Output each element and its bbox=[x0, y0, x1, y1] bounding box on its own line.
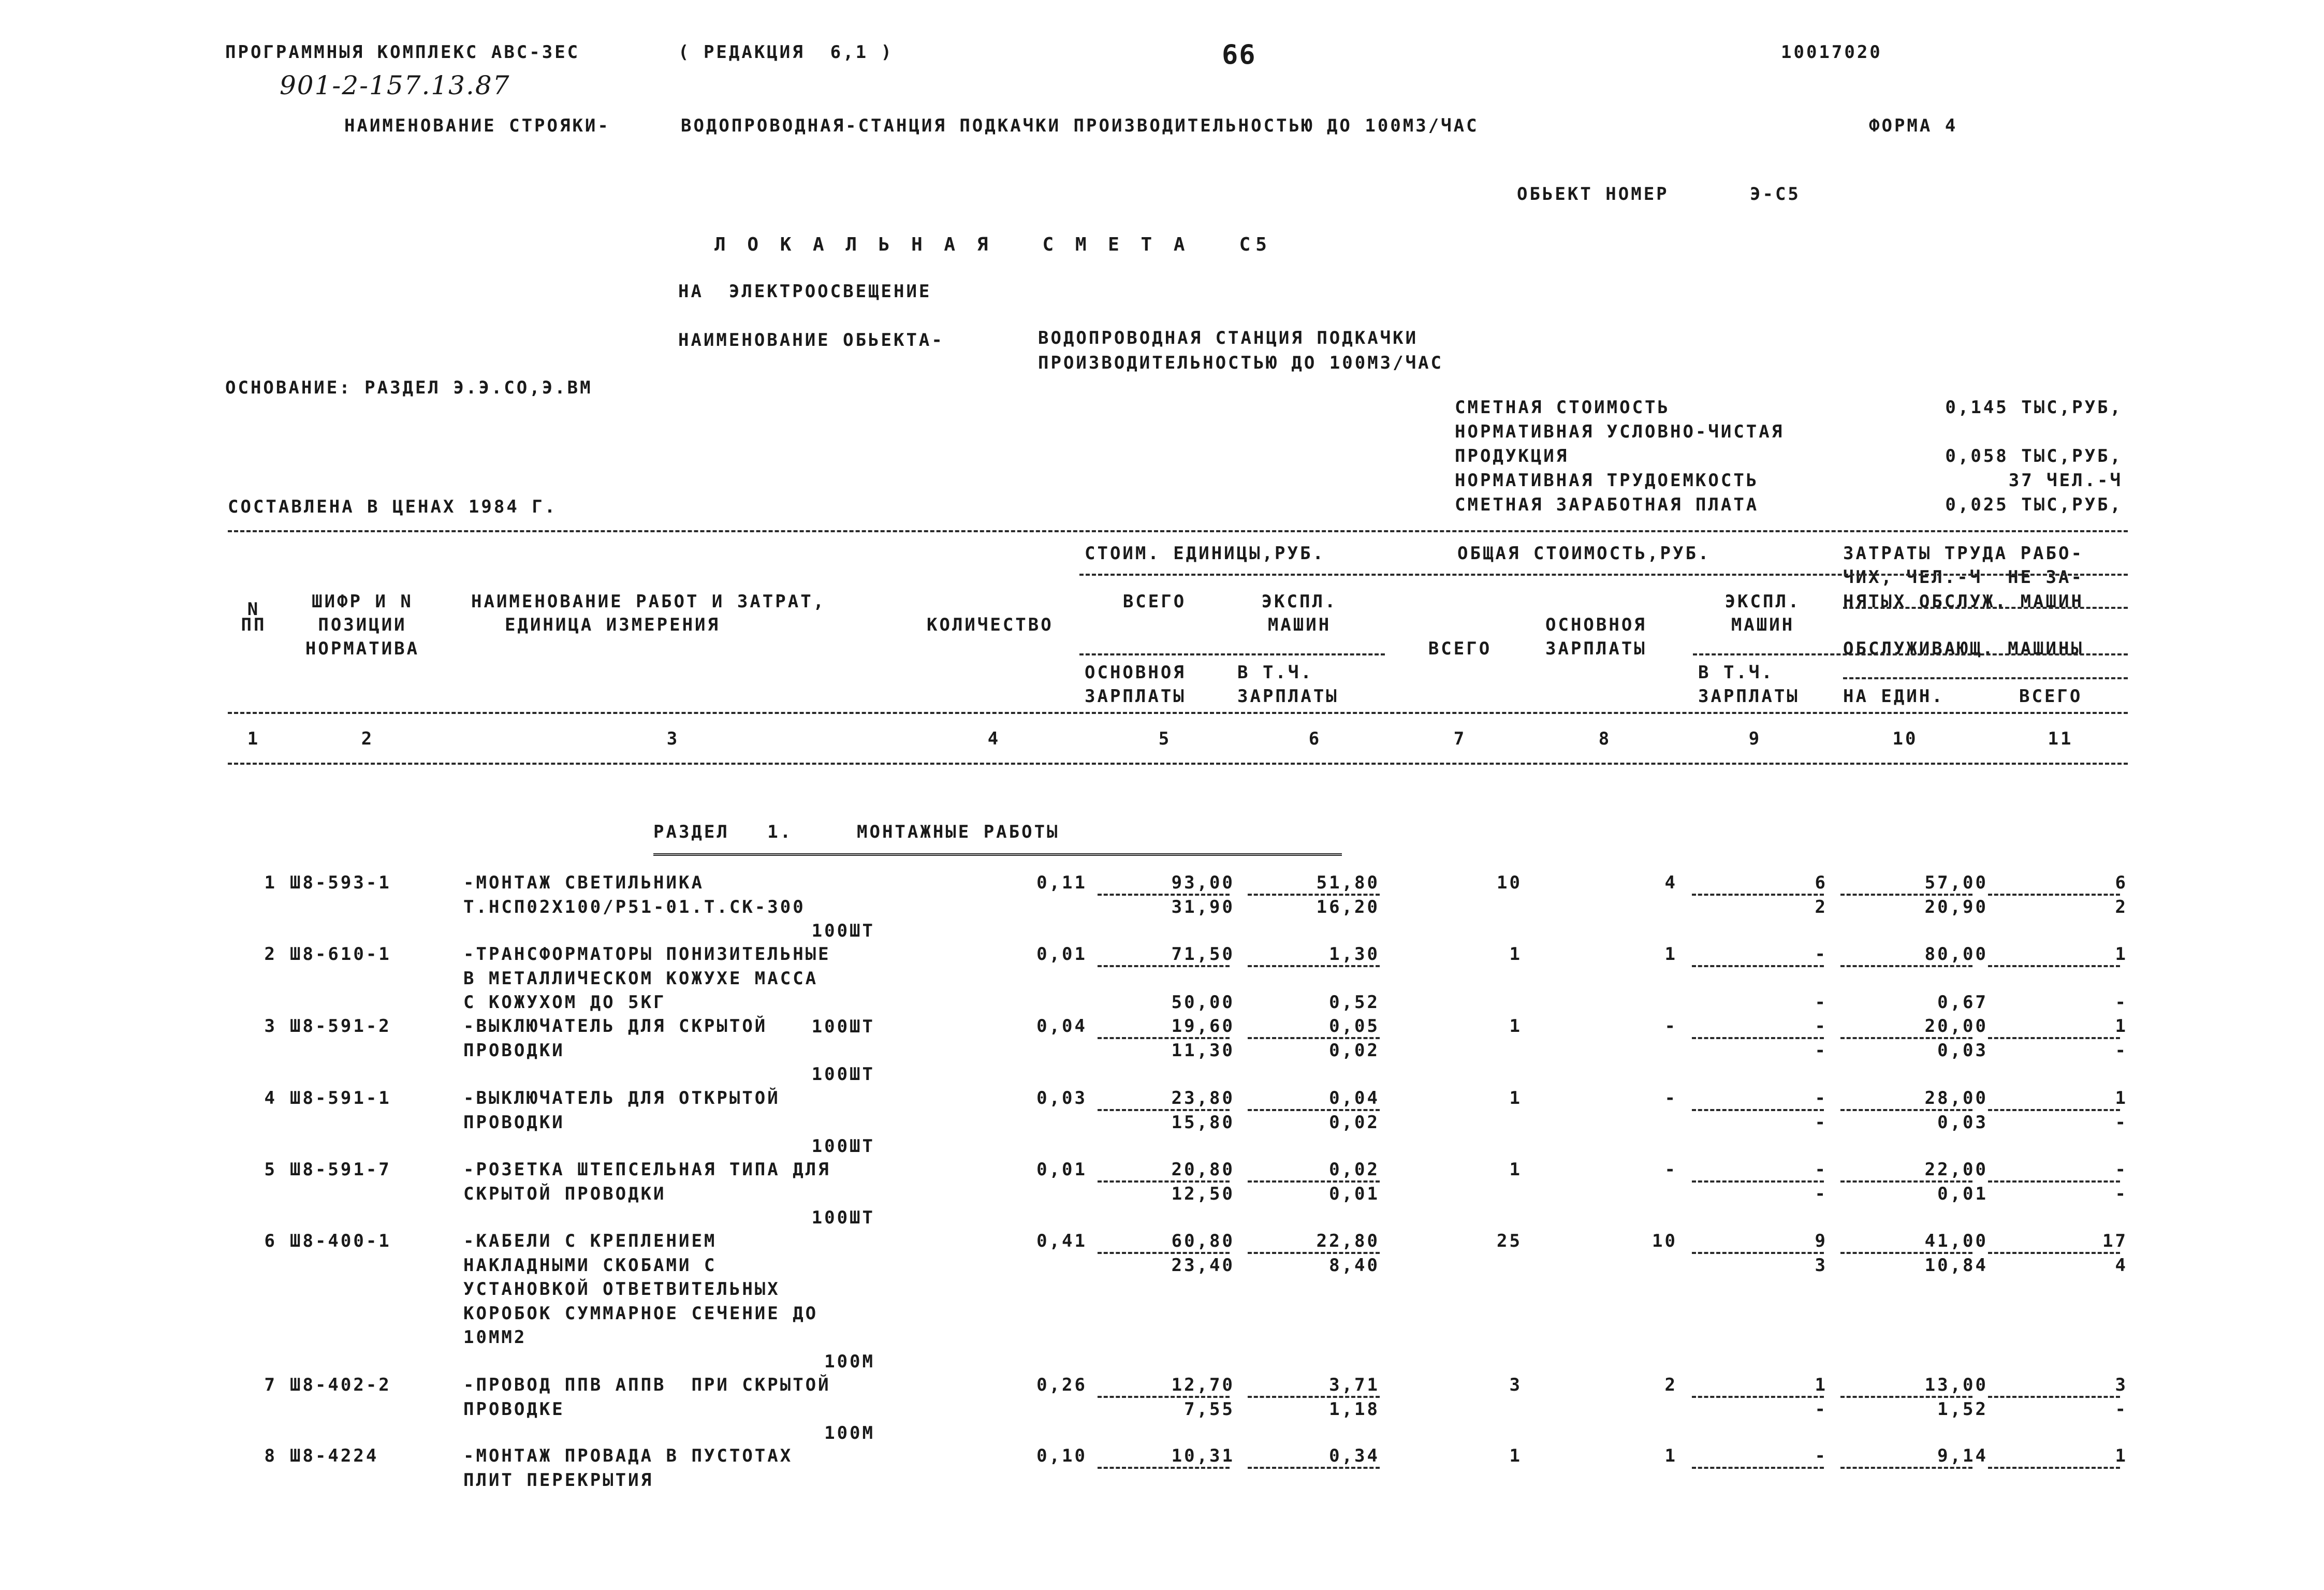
section-underline bbox=[653, 853, 1342, 857]
unit-cost-group-label: СТОИМ. ЕДИНИЦЫ,РУБ. bbox=[1085, 543, 1325, 564]
summary-label: НОРМАТИВНАЯ ТРУДОЕМКОСТЬ bbox=[1455, 470, 1759, 491]
row-unit: 100ШТ bbox=[811, 1064, 875, 1085]
row-dash-separator bbox=[1692, 1109, 1824, 1111]
row-labor-machine-per-unit: 1,52 bbox=[1937, 1398, 1988, 1420]
row-total-wage: 10 bbox=[1652, 1231, 1677, 1251]
row-name: ПЛИТ ПЕРЕКРЫТИЯ bbox=[463, 1469, 654, 1491]
col5-label: ЗАРПЛАТЫ bbox=[1085, 686, 1186, 707]
row-total: 1 bbox=[1509, 1446, 1522, 1466]
row-machine-cost: 1,30 bbox=[1329, 944, 1380, 965]
row-total-machine: 9 bbox=[1815, 1231, 1828, 1251]
row-name: ПРОВОДКИ bbox=[463, 1040, 565, 1061]
row-dash-separator bbox=[1988, 1037, 2120, 1039]
row-total-wage: - bbox=[1664, 1016, 1677, 1037]
price-basis: СОСТАВЛЕНА В ЦЕНАХ 1984 Г. bbox=[228, 497, 558, 517]
row-number: 6 bbox=[264, 1231, 277, 1251]
labor-group-label: НЯТЫХ ОБСЛУЖ. МАШИН bbox=[1843, 591, 2084, 612]
row-dash-separator bbox=[1692, 1396, 1824, 1398]
object-name-line-1: ВОДОПРОВОДНАЯ СТАНЦИЯ ПОДКАЧКИ bbox=[1038, 328, 1419, 348]
summary-value: 0,025 ТЫС,РУБ, bbox=[1945, 494, 2123, 515]
row-quantity: 0,01 bbox=[1036, 944, 1087, 965]
row-quantity: 0,26 bbox=[1036, 1375, 1087, 1395]
row-machine-wage: 0,01 bbox=[1329, 1183, 1380, 1204]
col9-label: ЭКСПЛ. bbox=[1724, 591, 1801, 612]
row-quantity: 0,03 bbox=[1036, 1088, 1087, 1108]
summary-value: 0,058 ТЫС,РУБ, bbox=[1945, 446, 2123, 466]
row-labor-machine-total: - bbox=[2115, 1398, 2128, 1420]
row-dash-separator bbox=[1692, 894, 1824, 896]
row-code: Ш8-591-2 bbox=[290, 1016, 391, 1037]
row-dash-separator bbox=[1248, 1252, 1380, 1254]
col-quantity-label: КОЛИЧЕСТВО bbox=[927, 615, 1054, 635]
header-separator bbox=[1843, 607, 2128, 609]
row-labor-per-unit: 57,00 bbox=[1924, 872, 1988, 893]
row-labor-per-unit: 13,00 bbox=[1924, 1375, 1988, 1395]
page-number: 66 bbox=[1222, 39, 1256, 70]
row-labor-total: 6 bbox=[2115, 872, 2128, 893]
row-quantity: 0,01 bbox=[1036, 1159, 1087, 1180]
summary-value: 37 ЧЕЛ.-Ч bbox=[2008, 470, 2123, 491]
column-number: 3 bbox=[666, 728, 680, 749]
row-total-wage: - bbox=[1664, 1159, 1677, 1180]
col8-label: ЗАРПЛАТЫ bbox=[1545, 638, 1647, 659]
row-unit: 100М bbox=[824, 1423, 875, 1443]
basis: ОСНОВАНИЕ: РАЗДЕЛ Э.Э.СО,Э.ВМ bbox=[225, 377, 593, 398]
row-dash-separator bbox=[1248, 965, 1380, 967]
row-number: 1 bbox=[264, 872, 277, 893]
row-total-machine: - bbox=[1815, 1016, 1828, 1037]
row-unit-cost: 60,80 bbox=[1171, 1231, 1235, 1251]
section-name: МОНТАЖНЫЕ РАБОТЫ bbox=[857, 822, 1060, 842]
row-dash-separator bbox=[1248, 1109, 1380, 1111]
row-labor-total: 1 bbox=[2115, 1446, 2128, 1466]
row-total: 10 bbox=[1497, 872, 1522, 893]
row-unit-wage: 50,00 bbox=[1171, 992, 1235, 1013]
row-machine-cost: 51,80 bbox=[1316, 872, 1380, 893]
row-unit-wage: 15,80 bbox=[1171, 1112, 1235, 1133]
row-dash-separator bbox=[1840, 1252, 1972, 1254]
row-total: 3 bbox=[1509, 1375, 1522, 1395]
row-unit-wage: 11,30 bbox=[1171, 1040, 1235, 1061]
header-separator bbox=[1079, 574, 2128, 576]
row-total-wage: 1 bbox=[1664, 1446, 1677, 1466]
row-dash-separator bbox=[1840, 1467, 1972, 1469]
row-total: 25 bbox=[1497, 1231, 1522, 1251]
row-unit-cost: 93,00 bbox=[1171, 872, 1235, 893]
row-total-machine-wage: - bbox=[1815, 1040, 1828, 1061]
row-code: Ш8-402-2 bbox=[290, 1375, 391, 1395]
col-code-label: ШИФР И N bbox=[312, 591, 413, 612]
col9-label: МАШИН bbox=[1731, 615, 1795, 635]
column-number: 7 bbox=[1453, 728, 1467, 749]
form-label: ФОРМА 4 bbox=[1869, 115, 1958, 136]
col9-label: ЗАРПЛАТЫ bbox=[1698, 686, 1800, 707]
col6-label: ЭКСПЛ. bbox=[1261, 591, 1338, 612]
row-total-machine-wage: - bbox=[1815, 1398, 1828, 1420]
row-dash-separator bbox=[1248, 894, 1380, 896]
row-labor-machine-total: - bbox=[2115, 1040, 2128, 1061]
row-dash-separator bbox=[1988, 1396, 2120, 1398]
object-number: Э-С5 bbox=[1750, 184, 1801, 205]
col7-label: ВСЕГО bbox=[1428, 638, 1492, 659]
row-number: 2 bbox=[264, 944, 277, 965]
row-total-machine-wage: 3 bbox=[1815, 1255, 1828, 1276]
row-labor-per-unit: 41,00 bbox=[1924, 1231, 1988, 1251]
row-name: -МОНТАЖ СВЕТИЛЬНИКА bbox=[463, 872, 704, 893]
row-labor-machine-total: - bbox=[2115, 992, 2128, 1013]
row-labor-per-unit: 22,00 bbox=[1924, 1159, 1988, 1180]
col5-label: ВСЕГО bbox=[1122, 591, 1187, 612]
row-unit: 100ШТ bbox=[811, 1207, 875, 1228]
row-machine-wage: 0,02 bbox=[1329, 1112, 1380, 1133]
row-name: УСТАНОВКОЙ ОТВЕТВИТЕЛЬНЫХ bbox=[463, 1279, 780, 1300]
column-number: 8 bbox=[1598, 728, 1612, 749]
summary-label: ПРОДУКЦИЯ bbox=[1455, 446, 1569, 466]
column-number: 4 bbox=[987, 728, 1001, 749]
row-dash-separator bbox=[1248, 1037, 1380, 1039]
row-number: 7 bbox=[264, 1375, 277, 1395]
col10-label: НА ЕДИН. bbox=[1843, 686, 1945, 707]
col5-label: ОСНОВНОЯ bbox=[1085, 662, 1186, 683]
object-name-line-2: ПРОИЗВОДИТЕЛЬНОСТЬЮ ДО 100М3/ЧАС bbox=[1038, 353, 1444, 373]
row-labor-total: 1 bbox=[2115, 1016, 2128, 1037]
row-unit-cost: 19,60 bbox=[1171, 1016, 1235, 1037]
col8-label: ОСНОВНОЯ bbox=[1545, 615, 1647, 635]
row-dash-separator bbox=[1248, 1180, 1380, 1183]
row-dash-separator bbox=[1098, 1252, 1230, 1254]
row-total-machine: 1 bbox=[1815, 1375, 1828, 1395]
row-total-wage: 4 bbox=[1664, 872, 1677, 893]
summary-label: НОРМАТИВНАЯ УСЛОВНО-ЧИСТАЯ bbox=[1455, 421, 1785, 442]
row-labor-machine-total: - bbox=[2115, 1112, 2128, 1133]
row-machine-wage: 16,20 bbox=[1316, 896, 1380, 917]
row-labor-machine-total: 4 bbox=[2115, 1255, 2128, 1276]
row-total: 1 bbox=[1509, 1016, 1522, 1037]
row-dash-separator bbox=[1248, 1467, 1380, 1469]
row-unit: 100ШТ bbox=[811, 1136, 875, 1157]
row-name: -ВЫКЛЮЧАТЕЛЬ ДЛЯ СКРЫТОЙ bbox=[463, 1016, 768, 1037]
row-machine-cost: 0,34 bbox=[1329, 1446, 1380, 1466]
row-unit-cost: 12,70 bbox=[1171, 1375, 1235, 1395]
row-number: 8 bbox=[264, 1446, 277, 1466]
row-dash-separator bbox=[1692, 1037, 1824, 1039]
column-number: 9 bbox=[1748, 728, 1762, 749]
row-quantity: 0,10 bbox=[1036, 1446, 1087, 1466]
column-number: 2 bbox=[361, 728, 374, 749]
row-unit: 100ШТ bbox=[811, 1016, 875, 1037]
row-number: 4 bbox=[264, 1088, 277, 1108]
row-name: СКРЫТОЙ ПРОВОДКИ bbox=[463, 1183, 666, 1204]
handwritten-project-number: 901-2-157.13.87 bbox=[280, 70, 510, 100]
header-separator bbox=[1079, 653, 1385, 655]
summary-value: 0,145 ТЫС,РУБ, bbox=[1945, 397, 2123, 418]
row-unit-wage: 7,55 bbox=[1184, 1398, 1235, 1420]
row-code: Ш8-400-1 bbox=[290, 1231, 391, 1251]
row-name: -ПРОВОД ППВ АППВ ПРИ СКРЫТОЙ bbox=[463, 1375, 831, 1395]
row-labor-total: - bbox=[2115, 1159, 2128, 1180]
row-dash-separator bbox=[1988, 1109, 2120, 1111]
document-code: 10017020 bbox=[1781, 42, 1882, 63]
row-total-machine-wage: - bbox=[1815, 1112, 1828, 1133]
object-label: ОБЬЕКТ НОМЕР bbox=[1517, 184, 1669, 205]
row-labor-machine-per-unit: 10,84 bbox=[1924, 1255, 1988, 1276]
row-labor-machine-per-unit: 0,03 bbox=[1937, 1040, 1988, 1061]
row-dash-separator bbox=[1248, 1396, 1380, 1398]
header-separator bbox=[1693, 653, 2128, 655]
row-dash-separator bbox=[1840, 1037, 1972, 1039]
row-dash-separator bbox=[1840, 1109, 1972, 1111]
page-title: Л О К А Л Ь Н А Я С М Е Т А С5 bbox=[714, 234, 1272, 255]
col9-label: В Т.Ч. bbox=[1698, 662, 1774, 683]
row-total-machine: 6 bbox=[1815, 872, 1828, 893]
col11-label: ВСЕГО bbox=[2019, 686, 2083, 707]
col6-label: МАШИН bbox=[1267, 615, 1332, 635]
row-name: -РОЗЕТКА ШТЕПСЕЛЬНАЯ ТИПА ДЛЯ bbox=[463, 1159, 831, 1180]
row-quantity: 0,04 bbox=[1036, 1016, 1087, 1037]
row-name: -ТРАНСФОРМАТОРЫ ПОНИЗИТЕЛЬНЫЕ bbox=[463, 944, 831, 965]
row-name: ПРОВОДКЕ bbox=[463, 1398, 565, 1420]
col6-label: ЗАРПЛАТЫ bbox=[1237, 686, 1339, 707]
row-name: В МЕТАЛЛИЧЕСКОМ КОЖУХЕ МАССА bbox=[463, 968, 818, 989]
row-total: 1 bbox=[1509, 1088, 1522, 1108]
row-name: КОРОБОК СУММАРНОЕ СЕЧЕНИЕ ДО bbox=[463, 1303, 818, 1324]
row-labor-total: 3 bbox=[2115, 1375, 2128, 1395]
row-machine-cost: 22,80 bbox=[1316, 1231, 1380, 1251]
row-dash-separator bbox=[1098, 965, 1230, 967]
row-labor-machine-total: - bbox=[2115, 1183, 2128, 1204]
row-total-machine: - bbox=[1815, 944, 1828, 965]
row-dash-separator bbox=[1692, 965, 1824, 967]
row-dash-separator bbox=[1988, 965, 2120, 967]
row-dash-separator bbox=[1692, 1467, 1824, 1469]
col6-label: В Т.Ч. bbox=[1237, 662, 1313, 683]
row-code: Ш8-610-1 bbox=[290, 944, 391, 965]
row-name: ПРОВОДКИ bbox=[463, 1112, 565, 1133]
program-name: ПРОГРАММНЫЯ КОМПЛЕКС АВС-ЗЕС bbox=[225, 42, 580, 63]
row-total-machine-wage: 2 bbox=[1815, 896, 1828, 917]
row-unit-cost: 23,80 bbox=[1171, 1088, 1235, 1108]
row-total-machine-wage: - bbox=[1815, 992, 1828, 1013]
row-labor-machine-per-unit: 0,01 bbox=[1937, 1183, 1988, 1204]
row-dash-separator bbox=[1840, 1396, 1972, 1398]
row-total-machine: - bbox=[1815, 1446, 1828, 1466]
row-code: Ш8-591-7 bbox=[290, 1159, 391, 1180]
row-number: 3 bbox=[264, 1016, 277, 1037]
row-labor-total: 17 bbox=[2102, 1231, 2128, 1251]
row-labor-machine-per-unit: 0,03 bbox=[1937, 1112, 1988, 1133]
row-dash-separator bbox=[1840, 1180, 1972, 1183]
row-name: -ВЫКЛЮЧАТЕЛЬ ДЛЯ ОТКРЫТОЙ bbox=[463, 1088, 780, 1108]
row-dash-separator bbox=[1098, 1467, 1230, 1469]
col-name-label: ЕДИНИЦА ИЗМЕРЕНИЯ bbox=[505, 615, 720, 635]
row-code: Ш8-4224 bbox=[290, 1446, 379, 1466]
edition: ( РЕДАКЦИЯ 6,1 ) bbox=[678, 42, 894, 63]
row-total-wage: - bbox=[1664, 1088, 1677, 1108]
column-number: 10 bbox=[1892, 728, 1918, 749]
construction-name: ВОДОПРОВОДНАЯ-СТАНЦИЯ ПОДКАЧКИ ПРОИЗВОДИТЕЛЬНОСТЬЮ ДО 100М3/ЧАС bbox=[681, 115, 1479, 136]
table-top-rule bbox=[228, 530, 2128, 532]
row-dash-separator bbox=[1098, 894, 1230, 896]
row-name: С КОЖУХОМ ДО 5КГ bbox=[463, 992, 666, 1013]
row-labor-total: 1 bbox=[2115, 944, 2128, 965]
row-dash-separator bbox=[1988, 1180, 2120, 1183]
section-label: РАЗДЕЛ 1. bbox=[653, 822, 793, 842]
row-labor-per-unit: 9,14 bbox=[1937, 1446, 1988, 1466]
construction-label: НАИМЕНОВАНИЕ СТРОЯКИ- bbox=[344, 115, 610, 136]
column-number: 1 bbox=[247, 728, 260, 749]
row-labor-per-unit: 20,00 bbox=[1924, 1016, 1988, 1037]
row-dash-separator bbox=[1840, 894, 1972, 896]
labor-group-label: ЗАТРАТЫ ТРУДА РАБО- bbox=[1843, 543, 2084, 564]
row-name: Т.НСП02Х100/Р51-01.Т.СК-300 bbox=[463, 896, 806, 917]
col-name-label: НАИМЕНОВАНИЕ РАБОТ И ЗАТРАТ, bbox=[471, 591, 826, 612]
row-labor-machine-per-unit: 0,67 bbox=[1937, 992, 1988, 1013]
row-unit-wage: 31,90 bbox=[1171, 896, 1235, 917]
row-unit-cost: 20,80 bbox=[1171, 1159, 1235, 1180]
col-number-label: ПП bbox=[241, 615, 267, 635]
col-code-label: НОРМАТИВА bbox=[305, 638, 420, 659]
row-labor-machine-total: 2 bbox=[2115, 896, 2128, 917]
row-code: Ш8-591-1 bbox=[290, 1088, 391, 1108]
row-name: -МОНТАЖ ПРОВАДА В ПУСТОТАХ bbox=[463, 1446, 793, 1466]
column-number: 6 bbox=[1308, 728, 1322, 749]
row-dash-separator bbox=[1098, 1396, 1230, 1398]
labor-group-label: ОБСЛУЖИВАЮЩ. МАШИНЫ bbox=[1843, 638, 2084, 659]
summary-label: СМЕТНАЯ СТОИМОСТЬ bbox=[1455, 397, 1670, 418]
row-machine-wage: 0,52 bbox=[1329, 992, 1380, 1013]
row-machine-cost: 0,02 bbox=[1329, 1159, 1380, 1180]
row-dash-separator bbox=[1098, 1037, 1230, 1039]
table-header-end-rule bbox=[228, 763, 2128, 765]
row-dash-separator bbox=[1988, 1252, 2120, 1254]
page-subtitle: НА ЭЛЕКТРООСВЕЩЕНИЕ bbox=[678, 281, 932, 302]
row-total-wage: 1 bbox=[1664, 944, 1677, 965]
row-dash-separator bbox=[1098, 1180, 1230, 1183]
col-number-label: N bbox=[247, 599, 260, 620]
row-labor-per-unit: 80,00 bbox=[1924, 944, 1988, 965]
row-total-machine-wage: - bbox=[1815, 1183, 1828, 1204]
row-labor-machine-per-unit: 20,90 bbox=[1924, 896, 1988, 917]
row-name: 10ММ2 bbox=[463, 1327, 527, 1348]
row-quantity: 0,41 bbox=[1036, 1231, 1087, 1251]
row-machine-wage: 8,40 bbox=[1329, 1255, 1380, 1276]
header-bottom-rule bbox=[228, 712, 2128, 714]
row-number: 5 bbox=[264, 1159, 277, 1180]
row-total-wage: 2 bbox=[1664, 1375, 1677, 1395]
row-total: 1 bbox=[1509, 944, 1522, 965]
row-dash-separator bbox=[1988, 1467, 2120, 1469]
row-dash-separator bbox=[1692, 1180, 1824, 1183]
header-separator bbox=[1843, 677, 2128, 679]
col-code-label: ПОЗИЦИИ bbox=[318, 615, 407, 635]
row-unit-wage: 12,50 bbox=[1171, 1183, 1235, 1204]
row-total-machine: - bbox=[1815, 1159, 1828, 1180]
row-name: НАКЛАДНЫМИ СКОБАМИ С bbox=[463, 1255, 717, 1276]
row-unit-wage: 23,40 bbox=[1171, 1255, 1235, 1276]
labor-group-label: ЧИХ, ЧЕЛ.-Ч НЕ ЗА- bbox=[1843, 567, 2084, 588]
row-dash-separator bbox=[1840, 965, 1972, 967]
row-machine-wage: 1,18 bbox=[1329, 1398, 1380, 1420]
row-unit: 100ШТ bbox=[811, 921, 875, 941]
row-machine-cost: 0,04 bbox=[1329, 1088, 1380, 1108]
row-total: 1 bbox=[1509, 1159, 1522, 1180]
row-dash-separator bbox=[1988, 894, 2120, 896]
column-number: 5 bbox=[1158, 728, 1172, 749]
row-quantity: 0,11 bbox=[1036, 872, 1087, 893]
row-labor-total: 1 bbox=[2115, 1088, 2128, 1108]
row-machine-wage: 0,02 bbox=[1329, 1040, 1380, 1061]
column-number: 11 bbox=[2048, 728, 2073, 749]
object-name-label: НАИМЕНОВАНИЕ ОБЬЕКТА- bbox=[678, 330, 944, 351]
row-machine-cost: 0,05 bbox=[1329, 1016, 1380, 1037]
row-dash-separator bbox=[1098, 1109, 1230, 1111]
row-dash-separator bbox=[1692, 1252, 1824, 1254]
row-machine-cost: 3,71 bbox=[1329, 1375, 1380, 1395]
row-unit-cost: 71,50 bbox=[1171, 944, 1235, 965]
total-cost-group-label: ОБЩАЯ СТОИМОСТЬ,РУБ. bbox=[1457, 543, 1711, 564]
row-code: Ш8-593-1 bbox=[290, 872, 391, 893]
row-unit-cost: 10,31 bbox=[1171, 1446, 1235, 1466]
row-name: -КАБЕЛИ С КРЕПЛЕНИЕМ bbox=[463, 1231, 717, 1251]
row-labor-per-unit: 28,00 bbox=[1924, 1088, 1988, 1108]
summary-label: СМЕТНАЯ ЗАРАБОТНАЯ ПЛАТА bbox=[1455, 494, 1759, 515]
row-unit: 100М bbox=[824, 1351, 875, 1372]
row-total-machine: - bbox=[1815, 1088, 1828, 1108]
